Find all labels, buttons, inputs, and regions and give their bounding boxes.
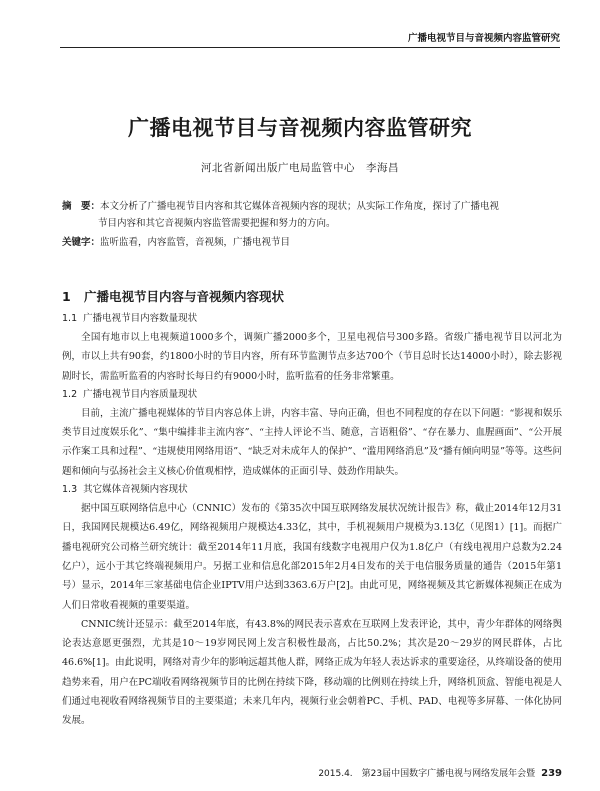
abstract-text-1: 本文分析了广播电视节目内容和其它媒体音视频内容的现状；从实际工作角度，探讨了广播电视 — [100, 201, 500, 212]
abstract-text-2: 节目内容和其它音视频内容监管需要把握和努力的方向。 — [98, 218, 336, 229]
section-number: 1 — [62, 289, 71, 304]
paragraph: 全国有地市以上电视频道1000多个，调频广播2000多个，卫星电视信号300多路。省级广播电视节目以河北为例，市以上共有90套，约1800小时的节目内容，所有环节监测节点多达700个（节目总时长达14000小时），除去影视剧时长，需监听监看的内容时长每日约有9000小时，监听监看的任务非常繁重。 — [62, 332, 562, 382]
article-title: 广播电视节目与音视频内容监管研究 — [128, 116, 472, 140]
keywords-line — [62, 234, 562, 251]
page-footer — [318, 766, 562, 779]
subsection-heading-1-3 — [62, 481, 562, 499]
body-content — [62, 286, 562, 731]
footer-text: 2015.4. 第23届中国数字广播电视与网络发展年会暨 — [318, 769, 536, 779]
subsection-number: 1.2 — [62, 388, 78, 400]
section-heading-1 — [62, 286, 562, 308]
subsection-number: 1.1 — [62, 313, 78, 324]
paragraph: 目前，主流广播电视媒体的节目内容总体上讲，内容丰富、导向正确，但也不同程度的存在以下问题：“影视和娱乐类节目过度娱乐化”、“集中编排非主流内容”、“主持人评论不当、随意，言语粗俗”、“存在暴力、血腥画面”、“公开展示作案工具和过程”、“违规使用网络用语”、“缺乏对未成年人的保护”、“滥用网络消息”及“播有倾向明显”等等。这些问题和倾向与弘扬社会主义核心价值观相悖，造成媒体的正面引导、鼓劲作用缺失。 — [62, 407, 562, 477]
author-affiliation: 河北省新闻出版广电局监管中心 李海昌 — [201, 162, 399, 174]
paragraph: CNNIC统计还显示：截至2014年底，有43.8%的网民表示喜欢在互联网上发表评论，其中，青少年群体的网络舆论表达意愿更强烈，尤其是10～19岁网民网上发言积极性最高，占比50.2%；其次是20～29岁的网民群体，占比46.6%[1]。由此说明，网络对青少年的影响远超其他人群，网络正成为年轻人表达诉求的重要途径，从终端设备的使用趋势来看，用户在PC端收看网络视频节目的比例在持续下降，移动端的比例则在持续上升，网络机顶盒、智能电视是人们通过电视收看网络视频节目的主要渠道；未来几年内，视频行业会朝着PC、手机、PAD、电视等多屏幕、一体化协同发展。 — [62, 618, 562, 727]
keywords-text: 监听监看，内容监管，音视频，广播电视节目 — [100, 237, 291, 248]
subsection-number: 1.3 — [62, 484, 78, 496]
subsection-title: 广播电视节目内容数量现状 — [83, 313, 198, 324]
running-head: 广播电视节目与音视频内容监管研究 — [60, 30, 560, 48]
abstract-label: 摘 要： — [62, 201, 101, 212]
section-title: 广播电视节目内容与音视频内容现状 — [84, 289, 285, 304]
subsection-heading-1-2 — [62, 386, 562, 404]
abstract-line-1 — [62, 198, 562, 215]
subsection-heading-1-1 — [62, 310, 562, 328]
subsection-title: 广播电视节目内容质量现状 — [83, 388, 198, 400]
subsection-title: 其它媒体音视频内容现状 — [83, 484, 188, 496]
keywords-label: 关键字： — [62, 237, 101, 248]
abstract-block — [62, 198, 562, 251]
paragraph: 据中国互联网络信息中心（CNNIC）发布的《第35次中国互联网络发展状况统计报告》称，截止2014年12月31日，我国网民规模达6.49亿，网络视频用户规模达4.33亿，其中，手机视频用户规模为3.13亿（见图1）[1]。而据广播电视研究公司格兰研究统计：截至2014年11月底，我国有线数字电视用户仅为1.8亿户（有线电视用户总数为2.24亿户），远小于其它终端视频用户。另据工业和信息化部2015年2月4日发布的关于电信服务质量的通告（2015年第1号）显示，2014年三家基础电信企业IPTV用户达到3363.6万户[2]。由此可见，网络视频及其它新媒体视频正在成为人们日常收看视频的重要渠道。 — [62, 503, 562, 611]
page-number: 239 — [541, 768, 562, 779]
